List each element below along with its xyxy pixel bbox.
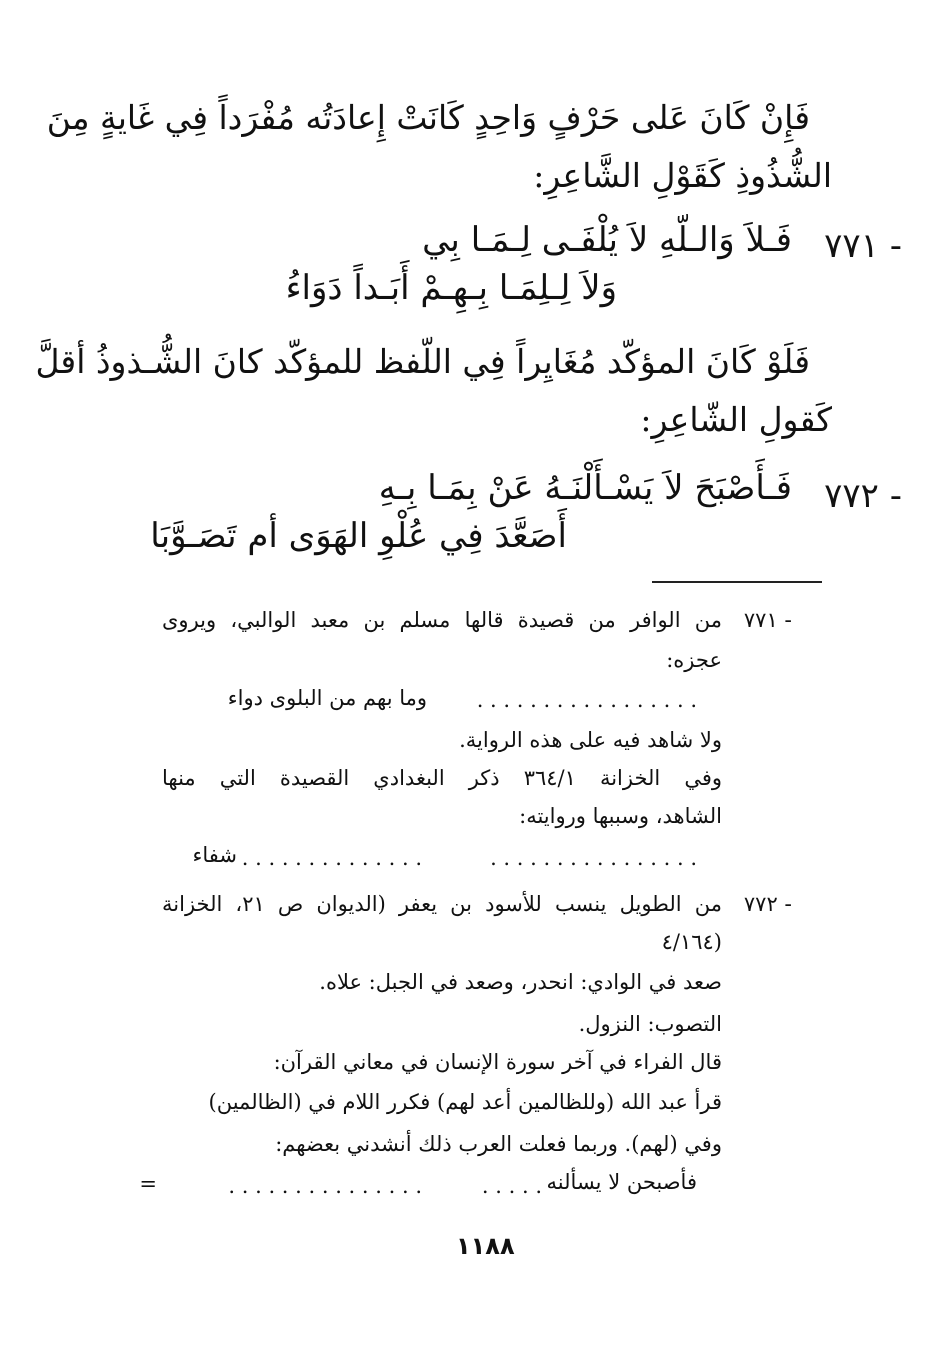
footnote-772-verse-dots-2: . . . . . . . . . . . . . . . xyxy=(228,1174,422,1198)
verse-771-number: ٧٧١ - xyxy=(824,226,902,266)
footnote-772-line-4: التصوب: النزول. xyxy=(578,1012,722,1036)
footnote-772-verse-dots-1: . . . . . xyxy=(481,1174,542,1198)
main-paragraph-2-line-2: كَقولِ الشّاعِرِ: xyxy=(640,400,832,439)
main-paragraph-1-line-2: الشُّذُوذِ كَقَوْلِ الشَّاعِرِ: xyxy=(533,156,832,195)
footnote-772-line-5: قال الفراء في آخر سورة الإنسان في معاني القرآن: xyxy=(273,1050,722,1074)
verse-771-line-2: وَلاَ لِـلِمَـا بِـهِـمْ أَبَـداً دَوَاءُ xyxy=(285,268,617,308)
footnote-771-verse-2-dots-2: . . . . . . . . . . . . . . xyxy=(241,846,422,870)
verse-772-line-1: فَـأَصْبَحَ لاَ يَسْـأَلْنَـهُ عَنْ بِمَـا بِـهِ xyxy=(378,468,792,508)
footnote-772-line-6: قرأ عبد الله (وللظالمين أعد لهم) فكرر اللام في (الظالمين) xyxy=(208,1090,722,1114)
footnote-771-verse-2-dots-1: . . . . . . . . . . . . . . . . xyxy=(490,846,697,870)
footnote-772-line-2: ٤/١٦٤) xyxy=(661,930,722,954)
footnote-771-line-4: وفي الخزانة ٣٦٤/١ ذكر البغدادي القصيدة التي منها xyxy=(162,766,722,790)
footnote-772-line-7: وفي (لهم). وربما فعلت العرب ذلك أنشدني بعضهم: xyxy=(275,1132,722,1156)
footnote-772-line-1: من الطويل ينسب للأسود بن يعفر (الديوان ص ٢١، الخزانة xyxy=(162,892,722,916)
footnote-771-line-3: ولا شاهد فيه على هذه الرواية. xyxy=(459,728,722,752)
footnote-772-number: ٧٧٢ - xyxy=(743,892,792,916)
footnote-772-verse-mark: = xyxy=(139,1172,157,1196)
verse-772-number: ٧٧٢ - xyxy=(824,476,902,516)
footnote-771-verse-1-text: وما بهم من البلوى دواء xyxy=(227,686,427,710)
footnote-771-line-2: عجزه: xyxy=(666,648,722,672)
footnote-772-verse-start: فأصبحن لا يسألنه xyxy=(546,1170,697,1194)
footnote-771-line-1: من الوافر من قصيدة قالها مسلم بن معبد الوالبي، ويروى xyxy=(162,608,722,632)
verse-772-line-2: أَصَعَّدَ فِي عُلْوِ الهَوَى أم تَصَـوَّبَا xyxy=(150,516,567,556)
footnote-771-number: ٧٧١ - xyxy=(743,608,792,632)
footnote-separator xyxy=(652,581,822,583)
main-paragraph-2-line-1: فَلَوْ كَانَ المؤكّد مُغَايِراً فِي اللّفظ للمؤكّد كانَ الشُّـذوذُ أقلَّ xyxy=(35,342,810,381)
footnote-771-verse-1-dots: . . . . . . . . . . . . . . . . . xyxy=(476,688,697,712)
footnote-772-line-3: صعد في الوادي: انحدر، وصعد في الجبل: علاه. xyxy=(319,970,722,994)
verse-771-line-1: فَـلاَ وَالـلّهِ لاَ يُلْفَـى لِـمَـا بِي xyxy=(422,220,792,260)
main-paragraph-1-line-1: فَإِنْ كَانَ عَلى حَرْفٍ وَاحِدٍ كَانَتْ إِعادَتُه مُفْرَداً فِي غَايةٍ مِنَ xyxy=(46,98,810,137)
footnote-771-line-5: الشاهد، وسببها وروايته: xyxy=(519,804,722,828)
page-number: ١١٨٨ xyxy=(456,1232,515,1260)
footnote-771-verse-2-end: شفاء xyxy=(192,843,237,867)
